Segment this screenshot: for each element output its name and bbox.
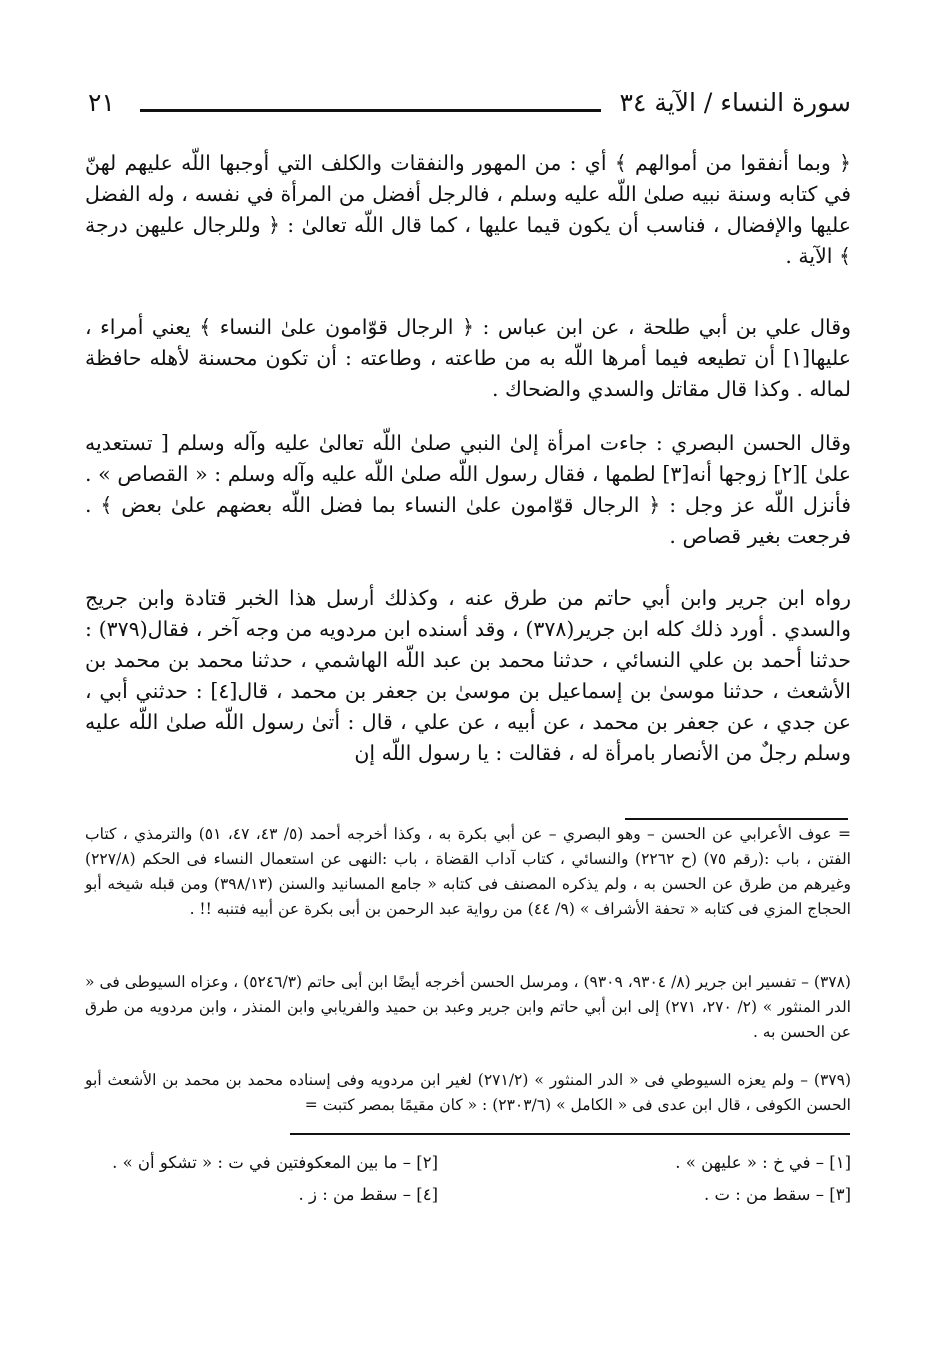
header-rule [140, 109, 601, 112]
variant-note-3: [٣] – سقط من : ت . [703, 1185, 851, 1204]
variant-note-2: [٢] – ما بين المعكوفتين في ت : « تشكو أن » . [112, 1153, 438, 1172]
paragraph-1: ﴿ وبما أنفقوا من أموالهم ﴾ أي : من المهور والنفقات والكلف التي أوجبها اللّه عليهم لهنّ في كتابه وسنة نبيه صلىٰ اللّه عليه وسلم ، فالرجل أفضل من المرأة في نفسه ، وله الفضل عليها والإفضال ، فناسب أن يكون قيما عليها ، كما قال اللّه تعالىٰ : ﴿ وللرجال عليهن درجة ﴾ الآية . [85, 151, 851, 268]
page-number: ٢١ [88, 88, 115, 117]
paragraph-3: وقال الحسن البصري : جاءت امرأة إلىٰ النبي صلىٰ اللّه تعالىٰ عليه وآله وسلم [ تستعديه علىٰ ][٢] زوجها أنه[٣] لطمها ، فقال رسول اللّه صلىٰ اللّه عليه وآله وسلم : « القصاص » . فأنزل اللّه عز وجل : ﴿ الرجال قوّامون علىٰ النساء بما فضل اللّه بعضهم علىٰ بعض ﴾ . فرجعت بغير قصاص . [85, 431, 851, 548]
paragraph-4: رواه ابن جرير وابن أبي حاتم من طرق عنه ، وكذلك أرسل هذا الخبر قتادة وابن جريج والسدي . أورد ذلك كله ابن جرير(٣٧٨) ، وقد أسنده ابن مردويه من وجه آخر ، فقال(٣٧٩) : حدثنا أحمد بن علي النسائي ، حدثنا محمد بن عبد اللّه الهاشمي ، حدثنا محمد بن محمد بن الأشعث ، حدثنا موسىٰ بن إسماعيل بن موسىٰ بن جعفر بن محمد ، قال[٤] : حدثني أبي ، عن جدي ، عن جعفر بن محمد ، عن أبيه ، عن علي ، قال : أتىٰ رسول اللّه صلىٰ اللّه عليه وسلم رجلٌ من الأنصار بامرأة له ، فقالت : يا رسول اللّه إن [85, 586, 852, 765]
paragraph-2: وقال علي بن أبي طلحة ، عن ابن عباس : ﴿ الرجال قوّامون علىٰ النساء ﴾ يعني أمراء ، عليها[١] أن تطيعه فيما أمرها اللّه به من طاعته ، وطاعته : أن تكون محسنة لأهله حافظة لماله . وكذا قال مقاتل والسدي والضحاك . [85, 315, 851, 401]
variant-notes [85, 1148, 851, 1212]
footnote-378: (٣٧٨) – تفسير ابن جرير (٨/ ٩٣٠٤، ٩٣٠٩) ، ومرسل الحسن أخرجه أيضًا ابن أبى حاتم (٥٢٤٦/٣) ، وعزاه السيوطى فى « الدر المنثور » (٢/ ٢٧٠، ٢٧١) إلى ابن أبي حاتم وابن جرير وعبد بن حميد والفريابي وابن المنذر ، وابن مردويه من طرق عن الحسن به . [85, 973, 851, 1041]
footnote-continued: = عوف الأعرابي عن الحسن – وهو البصري – عن أبي بكرة به ، وكذا أخرجه أحمد (٥/ ٤٣، ٤٧، ٥١) والترمذي ، كتاب الفتن ، باب :(رقم ٧٥) (ح ٢٢٦٢) والنسائي ، كتاب آداب القضاة ، باب :النهى عن استعمال النساء فى الحكم (٢٢٧/٨) وغيرهم من طرق عن الحسن به ، ولم يذكره المصنف فى كتابه « جامع المسانيد والسنن (٣٩٨/١٣) ومن قبله شيخه أبو الحجاج المزي فى كتابه « تحفة الأشراف » (٩/ ٤٤) من رواية عبد الرحمن بن أبى بكرة عن أبيه فتنبه !! . [85, 825, 851, 918]
running-title: سورة النساء / الآية ٣٤ [619, 88, 851, 117]
footnote-separator [625, 818, 848, 820]
variant-note-1: [١] – في خ : « عليهن » . [675, 1153, 851, 1172]
variant-note-4: [٤] – سقط من : ز . [298, 1185, 438, 1204]
page-header [80, 86, 851, 126]
footnote-379: (٣٧٩) – ولم يعزه السيوطي فى « الدر المنثور » (٢٧١/٢) لغير ابن مردويه وفى إسناده محمد بن محمد بن الأشعث أبو الحسن الكوفى ، قال ابن عدى فى « الكامل » (٢٣٠٣/٦) : « كان مقيمًا بمصر كتبت = [85, 1071, 851, 1114]
variant-notes-separator [290, 1133, 850, 1135]
